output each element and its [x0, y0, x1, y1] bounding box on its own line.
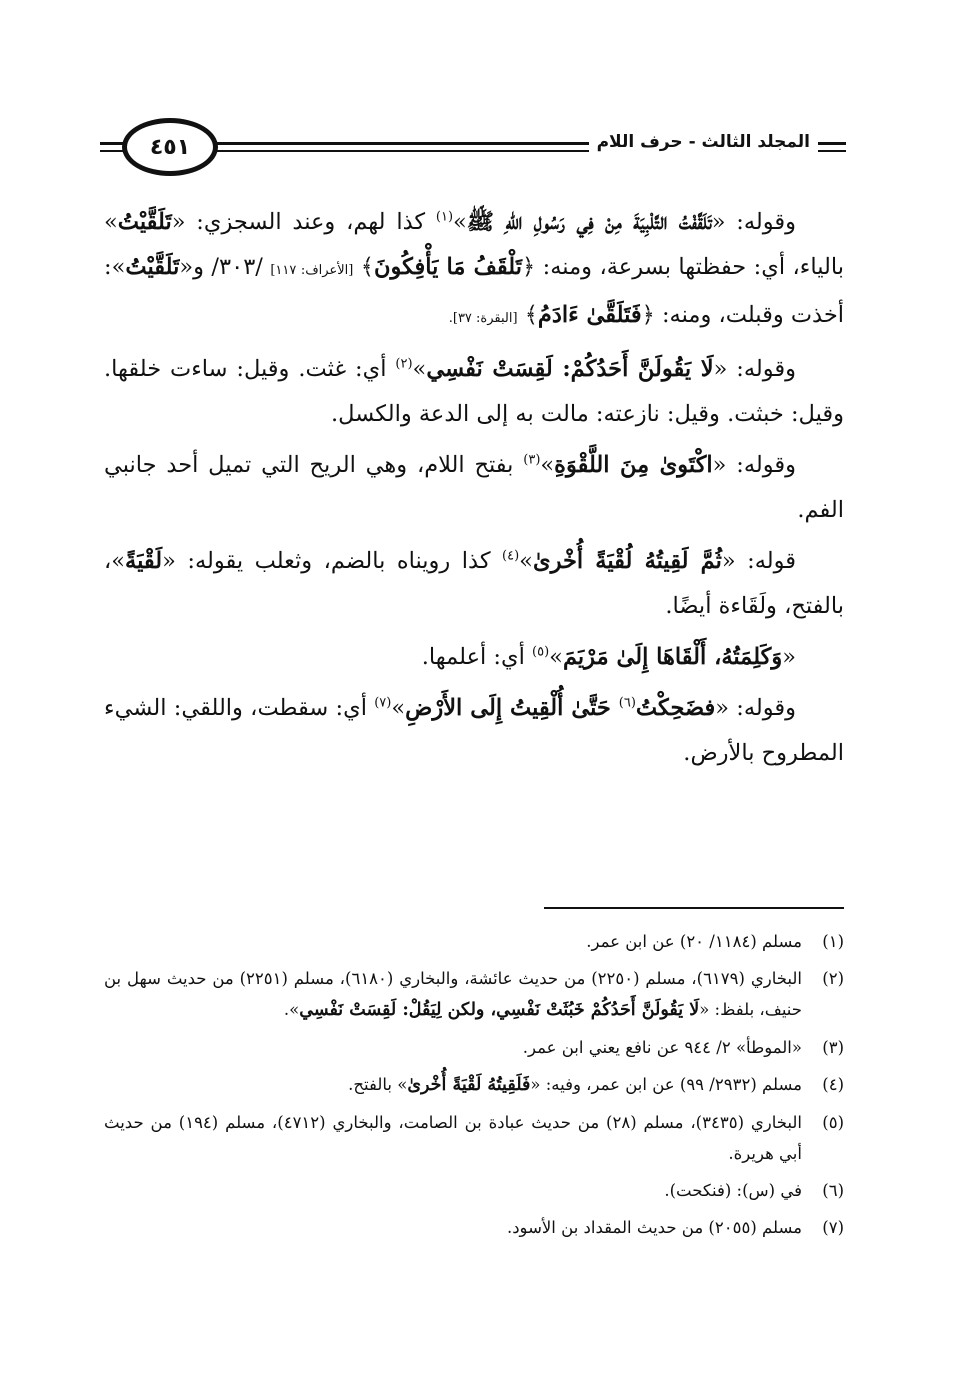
- text-run: »: [540, 452, 555, 478]
- footnote-number: (٧): [822, 1218, 844, 1237]
- quoted-text: وَكَلِمَتُهُ، أَلْقَاهَا إِلَىٰ مَرْيَمَ: [562, 644, 783, 670]
- footnote-text: [104, 1175, 802, 1206]
- quoted-text: تَلَقَّيْتُ: [117, 209, 172, 235]
- text-run: /٣٠٣/ و«: [179, 254, 271, 280]
- text-run: »: [412, 356, 427, 382]
- text-run: بفتح اللام، وهي الريح التي تميل أحد جانبي الفم.: [104, 452, 844, 523]
- quoted-text: فَتَلَقَّىٰ ءَادَمُ: [537, 302, 642, 328]
- quoted-text: ثُمَّ لَقِيتُهُ لُقْيَةً أُخْرىٰ: [532, 548, 722, 574]
- footnote-text: [104, 926, 802, 957]
- footnote: [104, 1107, 844, 1169]
- footnotes: [104, 926, 844, 1249]
- text-run: »، بالفتح، ولَقَاءة أيضًا.: [104, 548, 844, 619]
- text-run: وقوله: «: [713, 356, 796, 382]
- text-run: »: [391, 695, 406, 721]
- text-run: أي: سقطت، واللقي: الشيء المطروح بالأرض.: [104, 695, 844, 766]
- text-run: البخاري (٣٤٣٥)، مسلم (٢٨) من حديث عبادة بن الصامت، والبخاري (٤٧١٢)، مسلم (١٩٤) من حديث أبي هريرة.: [104, 1113, 803, 1163]
- footnote-number: (١): [822, 932, 844, 951]
- main-text: [104, 200, 844, 782]
- page-number-frame: [122, 118, 218, 176]
- verse-reference: [الأعراف: ١١٧]: [270, 263, 354, 278]
- footnote-marker: (٢): [395, 356, 413, 372]
- text-run: »: أخذت وقبلت، ومنه: ﴿: [104, 254, 844, 328]
- page-number: ٤٥١: [149, 134, 191, 160]
- text-run: »: [453, 209, 467, 235]
- footnote: [104, 963, 844, 1026]
- quoted-text: تَلَقَّفْتُ التَّلْبِيَةَ مِنْ فِي رَسُولِ اللهِ ﷺ: [466, 209, 712, 235]
- footnote-number: (٣): [822, 1038, 844, 1057]
- footnote-text: [104, 1069, 802, 1101]
- paragraph: [104, 347, 844, 437]
- footnote-text: [104, 963, 802, 1026]
- text-run: »: [519, 548, 533, 574]
- footnote-number: (٤): [822, 1075, 844, 1094]
- footnote-text: [104, 1032, 802, 1063]
- text-run: أي: أعلمها.: [421, 644, 533, 670]
- quoted-text: فَلَقِيتُهُ لَقْيَةً أُخْرىٰ: [407, 1075, 531, 1095]
- text-run: أي: غثت. وقيل: ساءت خلقها. وقيل: خبثت. وقيل: نازعته: مالت به إلى الدعة والكسل.: [104, 356, 844, 427]
- footnote: [104, 1175, 844, 1206]
- paragraph: [104, 443, 844, 533]
- text-run: ».: [283, 1000, 300, 1019]
- paragraph: [104, 200, 844, 341]
- text-run: وقوله: «: [711, 209, 796, 235]
- quoted-text: لَا يَقُولَنَّ أَحَدُكُمْ: لَقِسَتْ نَفْسِي: [426, 356, 714, 382]
- quoted-text: حَتَّىٰ أُلْقِيتُ إِلَى الأَرْضِ: [405, 695, 619, 721]
- page-header: [100, 118, 846, 178]
- footnote: [104, 1032, 844, 1063]
- paragraph: [104, 686, 844, 776]
- text-run: وقوله: «: [715, 695, 797, 721]
- quoted-text: تَلْقَفُ مَا يَأْفِكُونَ: [373, 254, 522, 280]
- text-run: مسلم (٢٩٣٢/ ٩٩) عن ابن عمر، وفيه: «: [530, 1075, 802, 1094]
- footnote-marker: (٥): [532, 644, 550, 660]
- footnote-marker: (١): [435, 209, 454, 225]
- quoted-text: لَقْيَةً: [125, 548, 163, 574]
- quoted-text: اكْتَوىٰ مِنَ اللَّقْوَةِ: [554, 452, 713, 478]
- footnote-separator: [544, 907, 844, 909]
- text-run: »: [549, 644, 563, 670]
- text-run: «الموطأ» ٢/ ٩٤٤ عن نافع يعني ابن عمر.: [522, 1038, 802, 1057]
- footnote-marker: (٤): [502, 548, 520, 564]
- footnote-marker: (٧): [374, 695, 392, 711]
- paragraph: [104, 539, 844, 629]
- text-run: » بالفتح.: [348, 1075, 408, 1094]
- footnote-text: [104, 1107, 802, 1169]
- verse-reference: [البقرة: ٣٧].: [448, 311, 518, 326]
- text-run: مسلم (٢٠٥٥) من حديث المقداد بن الأسود.: [506, 1218, 802, 1237]
- text-run: «: [782, 644, 796, 670]
- quoted-text: تَلَقَّيْتُ: [125, 254, 180, 280]
- running-title: المجلد الثالث - حرف اللام: [589, 132, 818, 152]
- footnote-marker: (٣): [523, 452, 541, 468]
- footnote-number: (٥): [822, 1113, 844, 1132]
- text-run: ﴾: [517, 302, 538, 328]
- text-run: وقوله: «: [712, 452, 796, 478]
- footnote-number: (٢): [822, 969, 844, 988]
- quoted-text: فضَحِكْتُ: [635, 695, 716, 721]
- text-run: ﴾: [353, 254, 374, 280]
- footnote: [104, 1212, 844, 1243]
- footnote-number: (٦): [822, 1181, 844, 1200]
- text-run: كذا رويناه بالضم، وثعلب يقوله: «: [162, 548, 503, 574]
- footnote: [104, 1069, 844, 1101]
- footnote-text: [104, 1212, 802, 1243]
- footnote: [104, 926, 844, 957]
- text-run: في (س): (فنكحت).: [664, 1181, 802, 1200]
- text-run: قوله: «: [721, 548, 796, 574]
- paragraph: [104, 635, 844, 680]
- text-run: » بالياء، أي: حفظتها بسرعة، ومنه: ﴿: [104, 209, 845, 280]
- text-run: مسلم (١١٨٤/ ٢٠) عن ابن عمر.: [586, 932, 802, 951]
- text-run: كذا لهم، وعند السجزي: «: [171, 209, 436, 235]
- quoted-text: لَا يَقُولَنَّ أَحَدُكُمْ خَبُثَتْ نَفْسِي، ولكن لِيَقُلْ: لَقِسَتْ نَفْسِي: [299, 1000, 700, 1020]
- text-run: البخاري (٦١٧٩)، مسلم (٢٢٥٠) من حديث عائشة، والبخاري (٦١٨٠)، مسلم (٢٢٥١) من حديث سهل بن حنيف، بلفظ: «: [104, 969, 802, 1019]
- footnote-marker: (٦): [618, 695, 636, 711]
